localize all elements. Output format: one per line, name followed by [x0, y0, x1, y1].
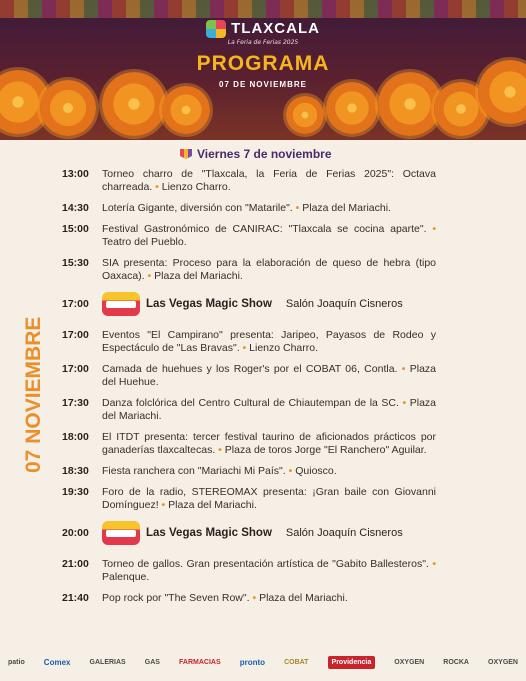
event-text: Camada de huehues y los Roger's por el COBAT 06, Contla. — [102, 363, 398, 375]
event-time: 15:30 — [62, 257, 89, 269]
event-text: Danza folclórica del Centro Cultural de Chiautempan de la SC. — [102, 397, 399, 409]
event-item — [62, 329, 436, 355]
event-text: Pop rock por "The Seven Row". — [102, 592, 250, 604]
cempasuchil-flower-icon — [286, 96, 324, 134]
sponsor-logo-providencia: Providencia — [328, 656, 376, 669]
show-venue: Salón Joaquín Cisneros — [285, 297, 403, 310]
bullet-icon: • — [432, 223, 436, 235]
event-venue: Plaza del Mariachi. — [154, 270, 243, 282]
event-time: 17:00 — [62, 363, 89, 375]
bullet-icon: • — [242, 342, 247, 354]
event-text: Lotería Gigante, diversión con "Matarile". — [102, 202, 293, 214]
magic-show-logo-icon — [102, 292, 140, 316]
event-venue: Plaza del Mariachi. — [302, 202, 391, 214]
bullet-icon: • — [295, 202, 300, 214]
event-text: SIA presenta: Proceso para la elaboración de queso de hebra (tipo Oaxaca). — [102, 257, 436, 282]
event-time: 17:00 — [62, 329, 89, 341]
sponsor-logo-rocka: ROCKA — [443, 658, 469, 666]
sponsor-logo-oxygen: OXYGEN — [488, 658, 518, 666]
sponsor-logo-comex: Comex — [43, 657, 71, 667]
event-venue: Lienzo Charro. — [249, 342, 319, 354]
event-text: Torneo de gallos. Gran presentación artística de "Gabito Ballesteros". — [102, 558, 429, 570]
bullet-icon: • — [161, 499, 166, 511]
show-title: Las Vegas Magic Show — [146, 297, 272, 310]
event-time: 19:30 — [62, 486, 89, 498]
event-venue: Plaza del Mariachi. — [102, 397, 437, 422]
event-list — [62, 168, 436, 613]
event-time: 17:00 — [62, 297, 89, 310]
event-venue: Plaza del Mariachi. — [168, 499, 257, 511]
event-time: 17:30 — [62, 397, 89, 409]
event-item — [62, 257, 436, 283]
event-venue: Palenque. — [102, 571, 150, 583]
papel-picado-decoration — [0, 0, 526, 18]
bullet-icon: • — [401, 363, 406, 375]
bullet-icon: • — [155, 181, 159, 193]
logo-tagline: La Feria de Ferias 2025 — [227, 38, 299, 46]
event-time: 21:40 — [62, 592, 89, 604]
event-item — [62, 558, 436, 584]
magic-show-item — [62, 291, 436, 317]
event-item — [62, 363, 436, 389]
event-time: 21:00 — [62, 558, 89, 570]
sponsor-logo-cobat: COBAT — [284, 658, 309, 666]
page-title: PROGRAMA — [196, 52, 330, 75]
cempasuchil-flower-icon — [326, 82, 378, 134]
side-date-label: 07 NOVIEMBRE — [22, 316, 45, 474]
sponsor-logo-pronto: pronto — [239, 657, 266, 667]
logo-name: TLAXCALA — [231, 20, 320, 37]
sponsor-logo-gas: GAS — [144, 658, 160, 666]
event-time: 14:30 — [62, 202, 89, 214]
tlaxcala-emblem-icon — [206, 20, 226, 38]
event-text: Fiesta ranchera con "Mariachi Mi País". — [102, 465, 286, 477]
event-item — [62, 431, 436, 457]
cempasuchil-flower-icon — [162, 86, 210, 134]
event-item — [62, 397, 436, 423]
magic-show-item — [62, 520, 436, 546]
event-text: Torneo charro de "Tlaxcala, la Feria de Ferias 2025": Octava charreada. — [102, 168, 436, 193]
page-date: 07 DE NOVIEMBRE — [219, 80, 307, 89]
tlaxcala-logo — [200, 18, 326, 46]
event-time: 18:30 — [62, 465, 89, 477]
event-venue: Plaza del Mariachi. — [259, 592, 348, 604]
bullet-icon: • — [288, 465, 293, 477]
event-time: 20:00 — [62, 526, 89, 539]
event-venue: Plaza de toros Jorge "El Ranchero" Aguilar. — [224, 444, 427, 456]
event-time: 18:00 — [62, 431, 89, 443]
sponsor-logo-patio: patio — [8, 658, 25, 666]
event-venue: Teatro del Pueblo. — [102, 236, 187, 248]
event-time: 13:00 — [62, 168, 89, 180]
magic-show-logo-icon — [102, 521, 140, 545]
event-item — [62, 202, 436, 215]
show-title: Las Vegas Magic Show — [146, 526, 272, 539]
event-item — [62, 168, 436, 194]
bullet-icon: • — [252, 592, 257, 604]
bullet-icon: • — [147, 270, 152, 282]
header-banner — [0, 0, 526, 140]
event-item — [62, 486, 436, 512]
event-text: Festival Gastronómico de CANIRAC: "Tlaxcala se cocina aparte". — [102, 223, 427, 235]
sponsor-logo-oxygen: OXYGEN — [394, 658, 425, 666]
event-item — [62, 592, 436, 605]
event-venue: Quiosco. — [295, 465, 337, 477]
sponsor-logo-galerias: GALERIAS — [89, 658, 126, 666]
event-item — [62, 465, 436, 478]
event-venue: Lienzo Charro. — [161, 181, 231, 193]
sponsor-logo-farmacias: FARMACIAS — [179, 658, 221, 666]
papel-picado-icon — [180, 149, 192, 159]
day-heading — [180, 144, 355, 164]
show-venue: Salón Joaquín Cisneros — [285, 526, 403, 539]
event-venue: Plaza del Huehue. — [102, 363, 436, 388]
event-item — [62, 223, 436, 249]
event-time: 15:00 — [62, 223, 89, 235]
bullet-icon: • — [432, 558, 436, 570]
day-heading-text: Viernes 7 de noviembre — [197, 147, 332, 161]
bullet-icon: • — [218, 444, 222, 456]
sponsor-bar — [8, 650, 518, 674]
event-text: El ITDT presenta: tercer festival taurino de aficionados prácticos por ganaderías tlaxcaltecas. — [102, 431, 436, 456]
event-text: Eventos "El Campirano" presenta: Jaripeo, Payasos de Rodeo y Espectáculo de "Las Bravas". — [102, 329, 436, 354]
event-text: Foro de la radio, STEREOMAX presenta: ¡Gran baile con Giovanni Domínguez! — [102, 486, 436, 511]
bullet-icon: • — [402, 397, 407, 409]
